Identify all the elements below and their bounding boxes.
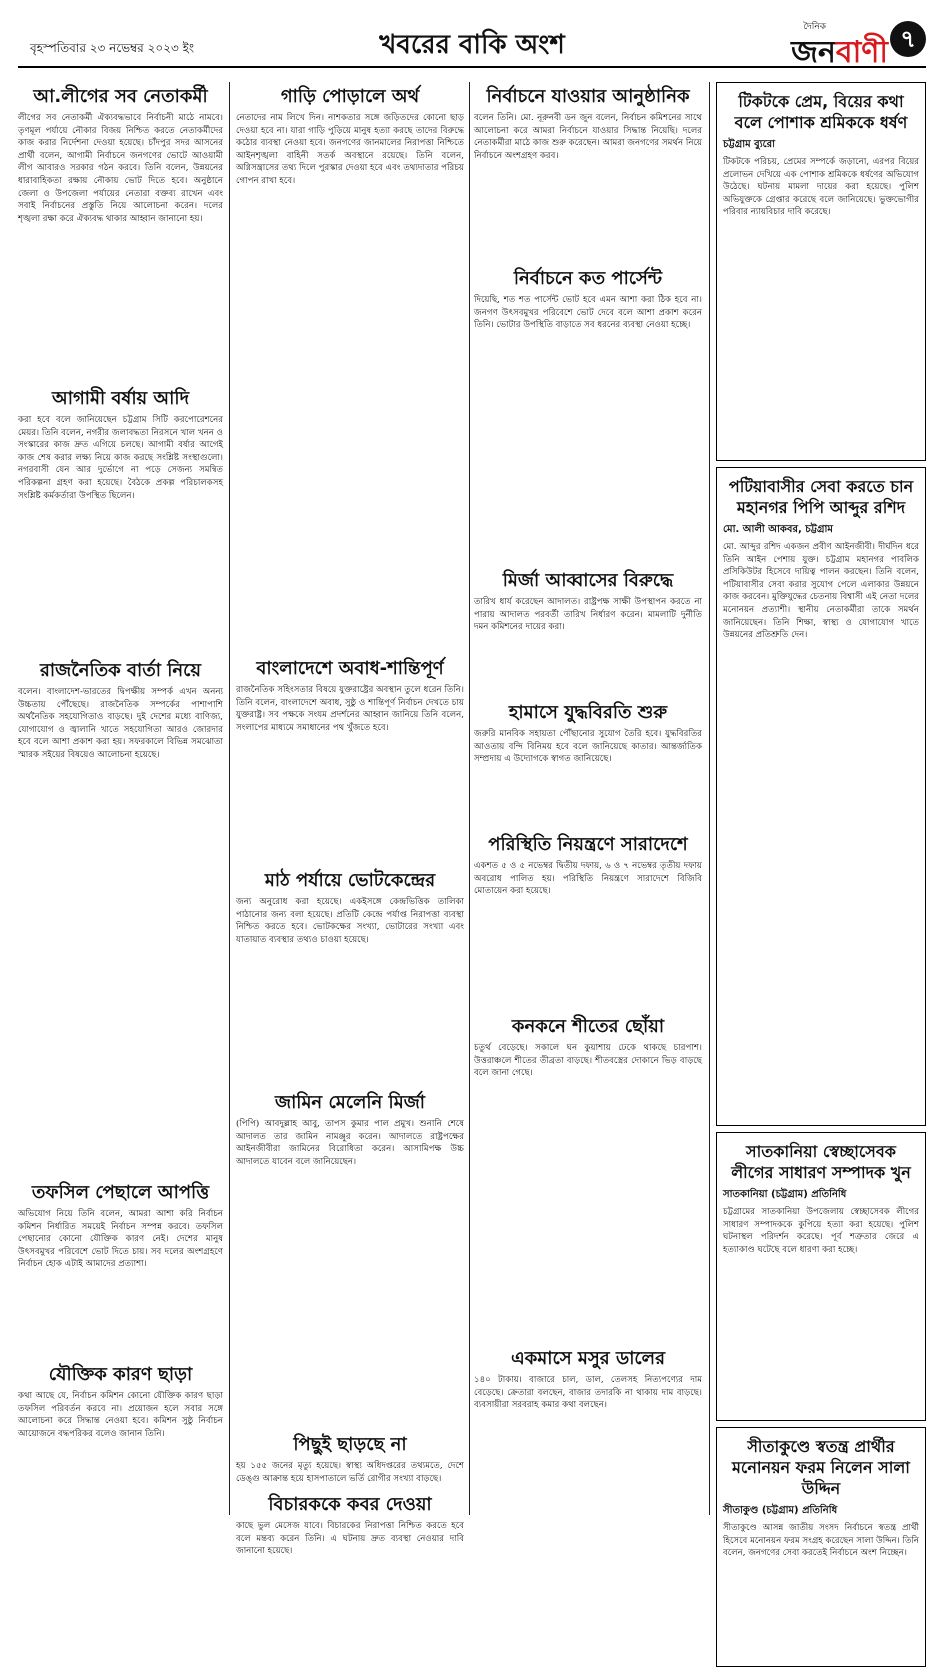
- article-body: মো. আব্দুর রশিদ একজন প্রবীণ আইনজীবী। দীর্ঘদিন ধরে তিনি আইন পেশায় যুক্ত। চট্টগ্রাম মহানগর পাবলিক প্রসিকিউটর হিসেবে দায়িত্ব পালন করছেন। তিনি বলেন, পটিয়াবাসীর সেবা করার সুযোগ পেলে এলাকার উন্নয়নে কাজ করবেন। মুক্তিযুদ্ধের চেতনায় বিশ্বাসী এই নেতা দলের মনোনয়ন প্রত্যাশী। স্থানীয় নেতাকর্মীরা তাকে সমর্থন জানিয়েছেন। তিনি শিক্ষা, স্বাস্থ্য ও যোগাযোগ খাতে উন্নয়নের প্রতিশ্রুতি দেন।: [723, 542, 919, 641]
- article: [716, 467, 926, 1126]
- article: [18, 86, 223, 382]
- article-body: কথা আছে যে, নির্বাচন কমিশন কোনো যৌক্তিক কারণ ছাড়া তফসিল পরিবর্তন করবে না। প্রয়োজন হলে সবার সঙ্গে আলোচনা করে সিদ্ধান্ত নেওয়া হবে। কমিশন সুষ্ঠু নির্বাচন আয়োজনে বদ্ধপরিকর বলেও জানান তিনি।: [18, 1391, 223, 1439]
- column-3: [474, 82, 702, 1515]
- article: [474, 702, 702, 828]
- article: [474, 268, 702, 564]
- article-body: কাছে ভুল মেসেজ যাবে। বিচারকের নিরাপত্তা নিশ্চিত করতে হবে বলে মন্তব্য করেন তিনি। এ ঘটনায় দ্রুত ব্যবস্থা নেওয়ার দাবি জানানো হয়েছে।: [236, 1521, 464, 1557]
- column-1: [18, 82, 223, 1515]
- article: [474, 570, 702, 696]
- article-headline: পটিয়াবাসীর সেবা করতে চান মহানগর পিপি আব্দুর রশিদ: [728, 477, 914, 517]
- article-body: অভিযোগ নিয়ে তিনি বলেন, আমরা আশা করি নির্বাচন কমিশন নির্ধারিত সময়েই নির্বাচন সম্পন্ন করবে। তফসিল পেছানোর কোনো যৌক্তিক কারণ নেই। দেশের মানুষ উৎসবমুখর পরিবেশে ভোট দিতে চায়। সব দলের অংশগ্রহণে নির্বাচন হোক এটাই আমাদের প্রত্যাশা।: [18, 1209, 223, 1270]
- article-body: বলেন তিনি। মো. নূরুনবী ডন জুন বলেন, নির্বাচন কমিশনের সাথে আলোচনা করে আমরা নির্বাচনে যাওয়ার সিদ্ধান্ত নিয়েছি। দলের নেতাকর্মীরা মাঠে কাজ শুরু করেছেন। আমরা জনগণের সমর্থন নিয়ে নির্বাচনে অংশগ্রহণ করব।: [474, 113, 702, 161]
- article: [716, 82, 926, 461]
- article: [236, 86, 464, 652]
- article: [18, 660, 223, 1176]
- article-headline: বাংলাদেশে অবাধ-শান্তিপূর্ণ: [256, 658, 444, 679]
- article-headline: আগামী বর্ষায় আদি: [51, 388, 190, 409]
- logo-part-1: জন: [791, 35, 836, 70]
- article: [474, 1348, 702, 1524]
- article-headline: মাঠ পর্যায়ে ভোটকেন্দ্রের: [264, 870, 436, 891]
- article: [18, 1364, 223, 1520]
- article-headline: পরিস্থিতি নিয়ন্ত্রণে সারাদেশে: [488, 834, 688, 855]
- article-body: জন্য অনুরোধ করা হয়েছে। একইসঙ্গে কেন্দ্রভিত্তিক তালিকা পাঠানোর জন্য বলা হয়েছে। প্রতিটি কেন্দ্রে পর্যাপ্ত নিরাপত্তা ব্যবস্থা নিশ্চিত করতে হবে। ভোটকক্ষের সংখ্যা, ভোটারের সংখ্যা এবং যাতায়াত ব্যবস্থার তথ্যও চাওয়া হয়েছে।: [236, 897, 464, 945]
- article-body: একশত ৫ ও ৫ নভেম্বর দ্বিতীয় দফায়, ৬ ও ৭ নভেম্বর তৃতীয় দফায় অবরোধ পালিত হয়। পরিস্থিতি নিয়ন্ত্রণে সারাদেশে বিজিবি মোতায়েন করা হয়েছে।: [474, 861, 702, 897]
- article: [474, 1016, 702, 1342]
- section-title: খবরের বাকি অংশ: [379, 30, 565, 60]
- article: [236, 1092, 464, 1428]
- article-body: (পিপি) আবদুল্লাহ আবু, তাপস কুমার পাল প্রমুখ। শুনানি শেষে আদালত তার জামিন নামঞ্জুর করেন। আদালতে রাষ্ট্রপক্ষের আইনজীবীরা জামিনের বিরোধিতা করেন। আসামিপক্ষ উচ্চ আদালতে যাবেন বলে জানিয়েছেন।: [236, 1119, 464, 1167]
- article-body: টিকটকে পরিচয়, প্রেমের সম্পর্কে জড়ানো, এরপর বিয়ের প্রলোভন দেখিয়ে এক পোশাক শ্রমিককে ধর্ষণের অভিযোগ উঠেছে। ঘটনায় মামলা দায়ের করা হয়েছে। পুলিশ অভিযুক্তকে গ্রেপ্তার করেছে বলে জানিয়েছে। ভুক্তভোগীর পরিবার ন্যায়বিচার দাবি করেছে।: [723, 157, 919, 218]
- logo-prefix: দৈনিক: [803, 22, 826, 32]
- article: [236, 1494, 464, 1580]
- article-body: সীতাকুণ্ডে আসন্ন জাতীয় সংসদ নির্বাচনে স্বতন্ত্র প্রার্থী হিসেবে মনোনয়ন ফরম সংগ্রহ করেছেন সালা উদ্দিন। তিনি বলেন, জনগণের সেবা করতেই নির্বাচনে অংশ নিচ্ছেন।: [723, 1523, 919, 1559]
- article-body: হয় ১৫৫ জনের মৃত্যু হয়েছে। স্বাস্থ্য অধিদপ্তরের তথ্যমতে, দেশে ডেঙ্গু আক্রান্ত হয়ে হাসপাতালে ভর্তি রোগীর সংখ্যা বাড়ছে।: [236, 1461, 464, 1484]
- newspaper-logo: [791, 28, 888, 79]
- article-body: করা হবে বলে জানিয়েছেন চট্টগ্রাম সিটি করপোরেশনের মেয়র। তিনি বলেন, নগরীর জলাবদ্ধতা নিরসনে খাল খনন ও সংস্কারের কাজ দ্রুত এগিয়ে চলছে। আগামী বর্ষার আগেই কাজ শেষ করার লক্ষ্য নিয়ে কাজ করছে সংশ্লিষ্ট সংস্থাগুলো। নগরবাসী যেন আর দুর্ভোগে না পড়ে সেজন্য সমন্বিত পরিকল্পনা গ্রহণ করা হয়েছে। বৈঠকে প্রকল্প পরিচালকসহ সংশ্লিষ্ট কর্মকর্তারা উপস্থিত ছিলেন।: [18, 415, 223, 501]
- article: [474, 834, 702, 1010]
- column-4: [716, 82, 926, 1559]
- article: [474, 86, 702, 262]
- logo-part-2: বাণী: [835, 35, 888, 70]
- issue-date: বৃহস্পতিবার ২৩ নভেম্বর ২০২৩ ইং: [30, 41, 195, 55]
- article-body: জরুরি মানবিক সহায়তা পৌঁছানোর সুযোগ তৈরি হবে। যুদ্ধবিরতির আওতায় বন্দি বিনিময় হবে বলে জানিয়েছে কাতার। আন্তর্জাতিক সম্প্রদায় এ উদ্যোগকে স্বাগত জানিয়েছে।: [474, 729, 702, 765]
- article-headline: সাতকানিয়া স্বেচ্ছাসেবক লীগের সাধারণ সম্পাদক খুন: [731, 1142, 911, 1182]
- article-headline: আ.লীগের সব নেতাকর্মী: [33, 86, 208, 107]
- masthead: [18, 18, 926, 68]
- article: [236, 1434, 464, 1488]
- article-headline: বিচারককে কবর দেওয়া: [268, 1494, 432, 1515]
- article-headline: গাড়ি পোড়ালে অর্থ: [280, 86, 420, 107]
- page-number-badge: ৭: [890, 21, 926, 57]
- article-body: চট্টগ্রামের সাতকানিয়া উপজেলায় স্বেচ্ছাসেবক লীগের সাধারণ সম্পাদককে কুপিয়ে হত্যা করা হয়েছে। পুলিশ ঘটনাস্থল পরিদর্শন করেছে। পূর্ব শত্রুতার জেরে এ হত্যাকাণ্ড ঘটেছে বলে ধারণা করা হচ্ছে।: [723, 1207, 919, 1255]
- article-byline: সীতাকুণ্ড (চট্টগ্রাম) প্রতিনিধি: [723, 1505, 838, 1516]
- article-headline: রাজনৈতিক বার্তা নিয়ে: [39, 660, 201, 681]
- article-headline: যৌক্তিক কারণ ছাড়া: [48, 1364, 193, 1385]
- article-headline: টিকটকে প্রেম, বিয়ের কথা বলে পোশাক শ্রমিককে ধর্ষণ: [734, 92, 908, 132]
- article: [716, 1427, 926, 1667]
- article-headline: মির্জা আব্বাসের বিরুদ্ধে: [502, 570, 674, 591]
- article: [18, 1182, 223, 1358]
- column-2: [236, 82, 464, 1557]
- article-headline: সীতাকুণ্ডে স্বতন্ত্র প্রার্থীর মনোনয়ন ফরম নিলেন সালা উদ্দিন: [732, 1437, 910, 1498]
- article-headline: কনকনে শীতের ছোঁয়া: [511, 1016, 665, 1037]
- article-byline: মো. আলী আকবর, চট্টগ্রাম: [723, 524, 833, 535]
- column-divider: [469, 82, 470, 1515]
- column-divider: [709, 82, 710, 1515]
- article: [18, 388, 223, 654]
- article-headline: নির্বাচনে যাওয়ার আনুষ্ঠানিক: [486, 86, 690, 107]
- article-body: বলেন। বাংলাদেশ-ভারতের দ্বিপক্ষীয় সম্পর্ক এখন অনন্য উচ্চতায় পৌঁছেছে। রাজনৈতিক সম্পর্কের পাশাপাশি অর্থনৈতিক সহযোগিতাও বাড়ছে। দুই দেশের মধ্যে বাণিজ্য, যোগাযোগ ও জ্বালানি খাতে সহযোগিতা আরও জোরদার হবে বলে আশা প্রকাশ করা হয়। সফরকালে বিভিন্ন সমঝোতা স্মারক সইয়ের বিষয়েও আলোচনা হয়েছে।: [18, 687, 223, 760]
- article-byline: চট্টগ্রাম ব্যুরো: [723, 139, 776, 150]
- article-byline: সাতকানিয়া (চট্টগ্রাম) প্রতিনিধি: [723, 1189, 847, 1200]
- article: [236, 658, 464, 864]
- article-body: তারিখ ধার্য করেছেন আদালত। রাষ্ট্রপক্ষ সাক্ষী উপস্থাপন করতে না পারায় আদালত পরবর্তী তারিখ নির্ধারণ করেন। মামলাটি দুর্নীতি দমন কমিশনের দায়ের করা।: [474, 597, 702, 633]
- article-headline: জামিন মেলেনি মির্জা: [274, 1092, 426, 1113]
- article-headline: হামাসে যুদ্ধবিরতি শুরু: [508, 702, 668, 723]
- article-body: নেতাদের নাম লিখে দিন। নাশকতার সঙ্গে জড়িতদের কোনো ছাড় দেওয়া হবে না। যারা গাড়ি পুড়িয়ে মানুষ হত্যা করছে তাদের বিরুদ্ধে কঠোর ব্যবস্থা নেওয়া হবে। জনগণের জানমালের নিরাপত্তা নিশ্চিতে আইনশৃঙ্খলা বাহিনী সতর্ক অবস্থানে রয়েছে। তিনি বলেন, অগ্নিসন্ত্রাসের তথ্য দিলে পুরস্কার দেওয়া হবে এবং তথ্যদাতার পরিচয় গোপন রাখা হবে।: [236, 113, 464, 186]
- column-divider: [229, 82, 230, 1515]
- article-headline: পিছুই ছাড়ছে না: [293, 1434, 407, 1455]
- article-body: রাজনৈতিক সহিংসতার বিষয়ে যুক্তরাষ্ট্রের অবস্থান তুলে ধরেন তিনি। তিনি বলেন, বাংলাদেশে অবাধ, সুষ্ঠু ও শান্তিপূর্ণ নির্বাচন দেখতে চায় যুক্তরাষ্ট্র। সব পক্ষকে সংযম প্রদর্শনের আহ্বান জানিয়ে তিনি বলেন, সংলাপের মাধ্যমে সমাধানের পথ খুঁজতে হবে।: [236, 685, 464, 733]
- article-body: চতুর্থ বেড়েছে। সকালে ঘন কুয়াশায় ঢেকে থাকছে চারপাশ। উত্তরাঞ্চলে শীতের তীব্রতা বাড়ছে। শীতবস্ত্রের দোকানে ভিড় বাড়ছে বলে জানা গেছে।: [474, 1043, 702, 1079]
- article-headline: তফসিল পেছালে আপত্তি: [31, 1182, 210, 1203]
- article-headline: একমাসে মসুর ডালের: [511, 1348, 665, 1369]
- article: [236, 870, 464, 1086]
- article-body: লীগের সব নেতাকর্মী ঐক্যবদ্ধভাবে নির্বাচনী মাঠে নামবে। তৃণমূল পর্যায়ে নৌকার বিজয় নিশ্চিত করতে নেতাকর্মীদের কাজ করার নির্দেশনা দেওয়া হয়েছে। চাঁদপুর সদর আসনের প্রার্থী বলেন, আগামী নির্বাচনে জনগণের ভোটে আওয়ামী লীগ আবারও সরকার গঠন করবে। তিনি বলেন, উন্নয়নের ধারাবাহিকতা রক্ষায় নৌকায় ভোট দিতে হবে। অনুষ্ঠানে জেলা ও উপজেলা পর্যায়ের নেতারা বক্তব্য রাখেন এবং সবাই নির্বাচনের প্রস্তুতি নিয়ে আলোচনা করেন। দলের শৃঙ্খলা রক্ষা করে ঐক্যবদ্ধ থাকার আহ্বান জানানো হয়।: [18, 113, 223, 224]
- article: [716, 1132, 926, 1421]
- article-body: ১৪০ টাকায়। বাজারে চাল, ডাল, তেলসহ নিত্যপণ্যের দাম বেড়েছে। ক্রেতারা বলছেন, বাজার তদারকি না থাকায় দাম বাড়ছে। ব্যবসায়ীরা সরবরাহ কমার কথা বলছেন।: [474, 1375, 702, 1411]
- article-body: দিয়েছি, শত শত পার্সেন্ট ভোট হবে এমন আশা করা ঠিক হবে না। জনগণ উৎসবমুখর পরিবেশে ভোট দেবে বলে আশা প্রকাশ করেন তিনি। ভোটার উপস্থিতি বাড়াতে সব ধরনের ব্যবস্থা নেওয়া হচ্ছে।: [474, 295, 702, 331]
- article-headline: নির্বাচনে কত পার্সেন্ট: [513, 268, 663, 289]
